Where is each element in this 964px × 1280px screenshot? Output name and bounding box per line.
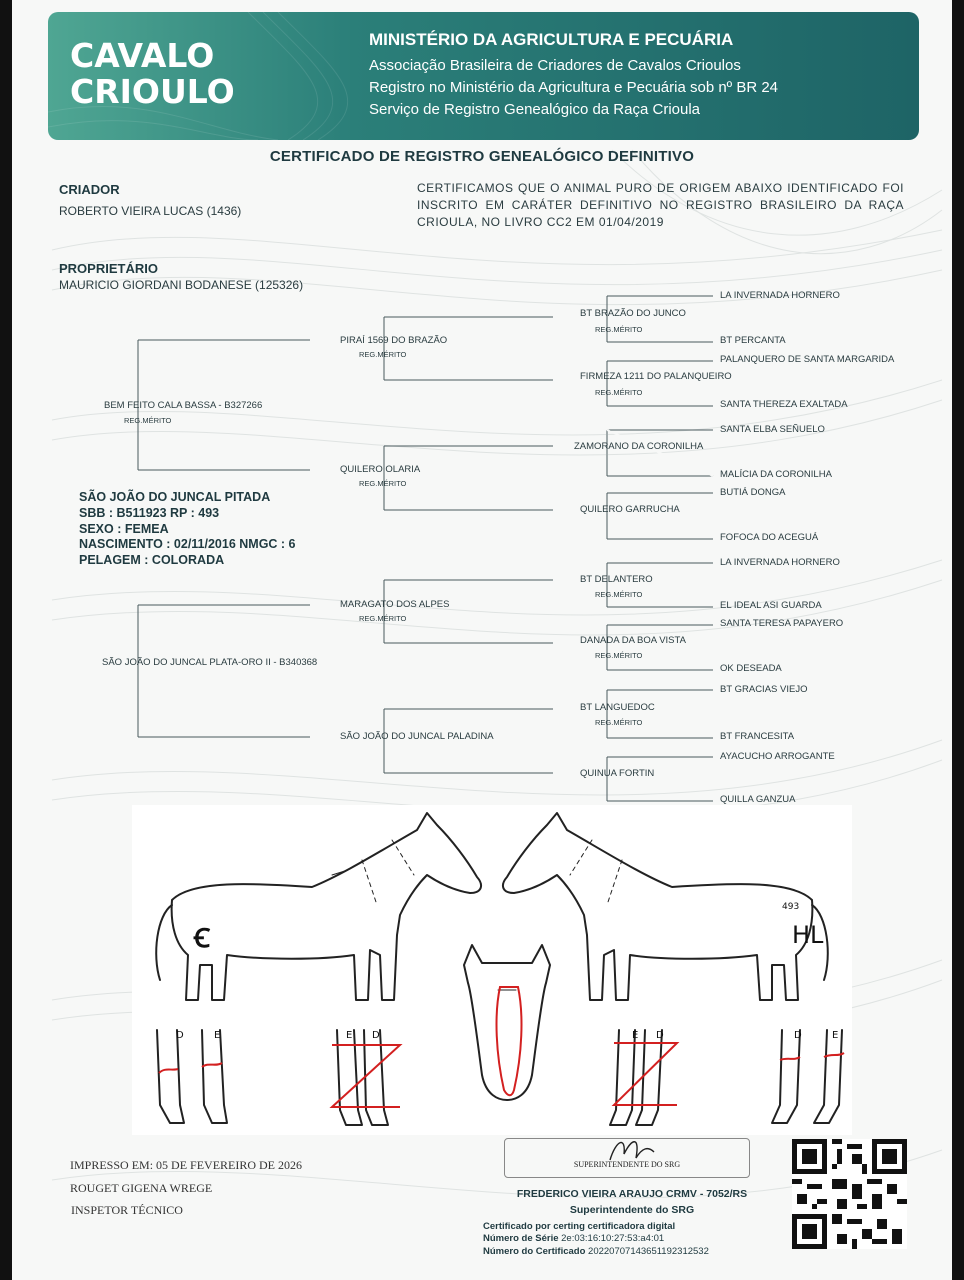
g2-name: MARAGATO DOS ALPES: [340, 599, 450, 610]
inspector-title: INSPETOR TÉCNICO: [71, 1203, 183, 1217]
owner-label: PROPRIETÁRIO: [59, 261, 158, 276]
sire-reg: REG.MÉRITO: [124, 416, 172, 425]
leg-label: E: [346, 1030, 353, 1041]
dam-name: SÃO JOÃO DO JUNCAL PLATA-ORO II - B340368: [102, 657, 318, 668]
g3-name: DANADA DA BOA VISTA: [580, 635, 686, 646]
identification-diagram: [132, 805, 852, 1135]
certificate-number-label: Número do Certificado: [483, 1246, 586, 1257]
g4-name: LA INVERNADA HORNERO: [720, 557, 840, 568]
animal-sex: SEXO : FEMEA: [79, 521, 169, 536]
animal-coat: PELAGEM : COLORADA: [79, 553, 225, 568]
g3-name: BT DELANTERO: [580, 574, 653, 585]
g2-name: QUILERO OLARIA: [340, 464, 421, 475]
signer-name: FREDERICO VIEIRA ARAUJO CRMV - 7052/RS: [516, 1188, 748, 1200]
g4-name: PALANQUERO DE SANTA MARGARIDA: [720, 354, 895, 365]
g4-name: QUILLA GANZUA: [720, 794, 796, 805]
animal-sbb: SBB : B511923 RP : 493: [79, 505, 220, 520]
signature-label: SUPERINTENDENTE DO SRG: [573, 1160, 681, 1169]
rp-mark: 493: [782, 902, 800, 912]
g3-reg: REG.MÉRITO: [595, 651, 643, 660]
g4-name: BUTIÁ DONGA: [720, 487, 786, 498]
g4-name: AYACUCHO ARROGANTE: [720, 751, 835, 762]
breeder-name: ROBERTO VIEIRA LUCAS (1436): [59, 204, 242, 218]
certification-text: CERTIFICAMOS QUE O ANIMAL PURO DE ORIGEM ABAIXO IDENTIFICADO FOI INSCRITO EM CARÁTER DEFINITIVO NO REGISTRO BRASILEIRO DA RAÇA CRIOULA, NO LIVRO CC2 EM 01/04/2019: [417, 181, 904, 229]
animal-name: SÃO JOÃO DO JUNCAL PITADA: [79, 490, 271, 504]
g4-name: BT FRANCESITA: [720, 731, 795, 742]
g4-name: SANTA THEREZA EXALTADA: [720, 399, 848, 410]
registry-line: Registro no Ministério da Agricultura e Pecuária sob nº BR 24: [369, 79, 779, 96]
leg-label: E: [832, 1030, 839, 1041]
certificate-title: CERTIFICADO DE REGISTRO GENEALÓGICO DEFINITIVO: [269, 148, 695, 165]
g3-name: BT LANGUEDOC: [580, 702, 655, 713]
g4-name: FOFOCA DO ACEGUÁ: [720, 532, 819, 543]
g3-name: BT BRAZÃO DO JUNCO: [580, 308, 686, 319]
leg-label: D: [656, 1030, 664, 1041]
serial-number: [483, 1233, 664, 1244]
owner-name: MAURICIO GIORDANI BODANESE (125326): [59, 278, 304, 292]
g4-name: BT PERCANTA: [720, 335, 786, 346]
leg-label: D: [794, 1030, 802, 1041]
g4-name: OK DESEADA: [720, 663, 782, 674]
g3-reg: REG.MÉRITO: [595, 718, 643, 727]
logo-line-2: CRIOULO: [70, 72, 235, 111]
digital-cert-line: Certificado por certing certificadora digital: [483, 1221, 676, 1232]
g3-name: FIRMEZA 1211 DO PALANQUEIRO: [580, 371, 732, 382]
g2-name: PIRAÍ 1569 DO BRAZÃO: [340, 335, 448, 346]
certificate-number-value: 20220707143651192312532: [588, 1246, 709, 1257]
g4-name: SANTA TERESA PAPAYERO: [720, 618, 844, 629]
g2-reg: REG.MÉRITO: [359, 350, 407, 359]
certificate-number: [483, 1246, 709, 1257]
signer-title: Superintendente do SRG: [569, 1204, 695, 1216]
qr-code[interactable]: [792, 1138, 907, 1250]
brand-right: HL: [792, 921, 824, 949]
animal-info: [79, 490, 296, 569]
g3-reg: REG.MÉRITO: [595, 388, 643, 397]
g3-name: ZAMORANO DA CORONILHA: [574, 441, 704, 452]
g4-name: SANTA ELBA SEÑUELO: [720, 424, 825, 435]
association-line: Associação Brasileira de Criadores de Cavalos Crioulos: [369, 57, 741, 74]
g4-name: LA INVERNADA HORNERO: [720, 290, 840, 301]
service-line: Serviço de Registro Genealógico da Raça Crioula: [369, 101, 701, 118]
g2-reg: REG.MÉRITO: [359, 614, 407, 623]
sire-name: BEM FEITO CALA BASSA - B327266: [104, 400, 263, 411]
g4-name: BT GRACIAS VIEJO: [720, 684, 808, 695]
g4-name: EL IDEAL ASI GUARDA: [720, 600, 822, 611]
printed-date: IMPRESSO EM: 05 DE FEVEREIRO DE 2026: [70, 1158, 303, 1172]
logo-line-1: CAVALO: [70, 36, 215, 75]
brand-left: Ꞓ: [194, 924, 210, 954]
leg-label: D: [372, 1030, 380, 1041]
certificate-page: [12, 0, 952, 1280]
serial-label: Número de Série: [483, 1233, 559, 1244]
serial-value: 2e:03:16:10:27:53:a4:01: [561, 1233, 665, 1244]
leg-label: E: [214, 1030, 221, 1041]
g3-reg: REG.MÉRITO: [595, 590, 643, 599]
breeder-label: CRIADOR: [59, 182, 120, 197]
g3-reg: REG.MÉRITO: [595, 325, 643, 334]
ministry-title: MINISTÉRIO DA AGRICULTURA E PECUÁRIA: [369, 30, 734, 49]
g3-name: QUINUA FORTIN: [580, 768, 655, 779]
leg-label: E: [632, 1030, 639, 1041]
g3-name: QUILERO GARRUCHA: [580, 504, 680, 515]
inspector-name: ROUGET GIGENA WREGE: [70, 1181, 213, 1195]
g2-name: SÃO JOÃO DO JUNCAL PALADINA: [340, 731, 494, 742]
g2-reg: REG.MÉRITO: [359, 479, 407, 488]
leg-label: D: [176, 1030, 184, 1041]
g4-name: MALÍCIA DA CORONILHA: [720, 469, 832, 480]
animal-birth: NASCIMENTO : 02/11/2016 NMGC : 6: [79, 537, 296, 552]
